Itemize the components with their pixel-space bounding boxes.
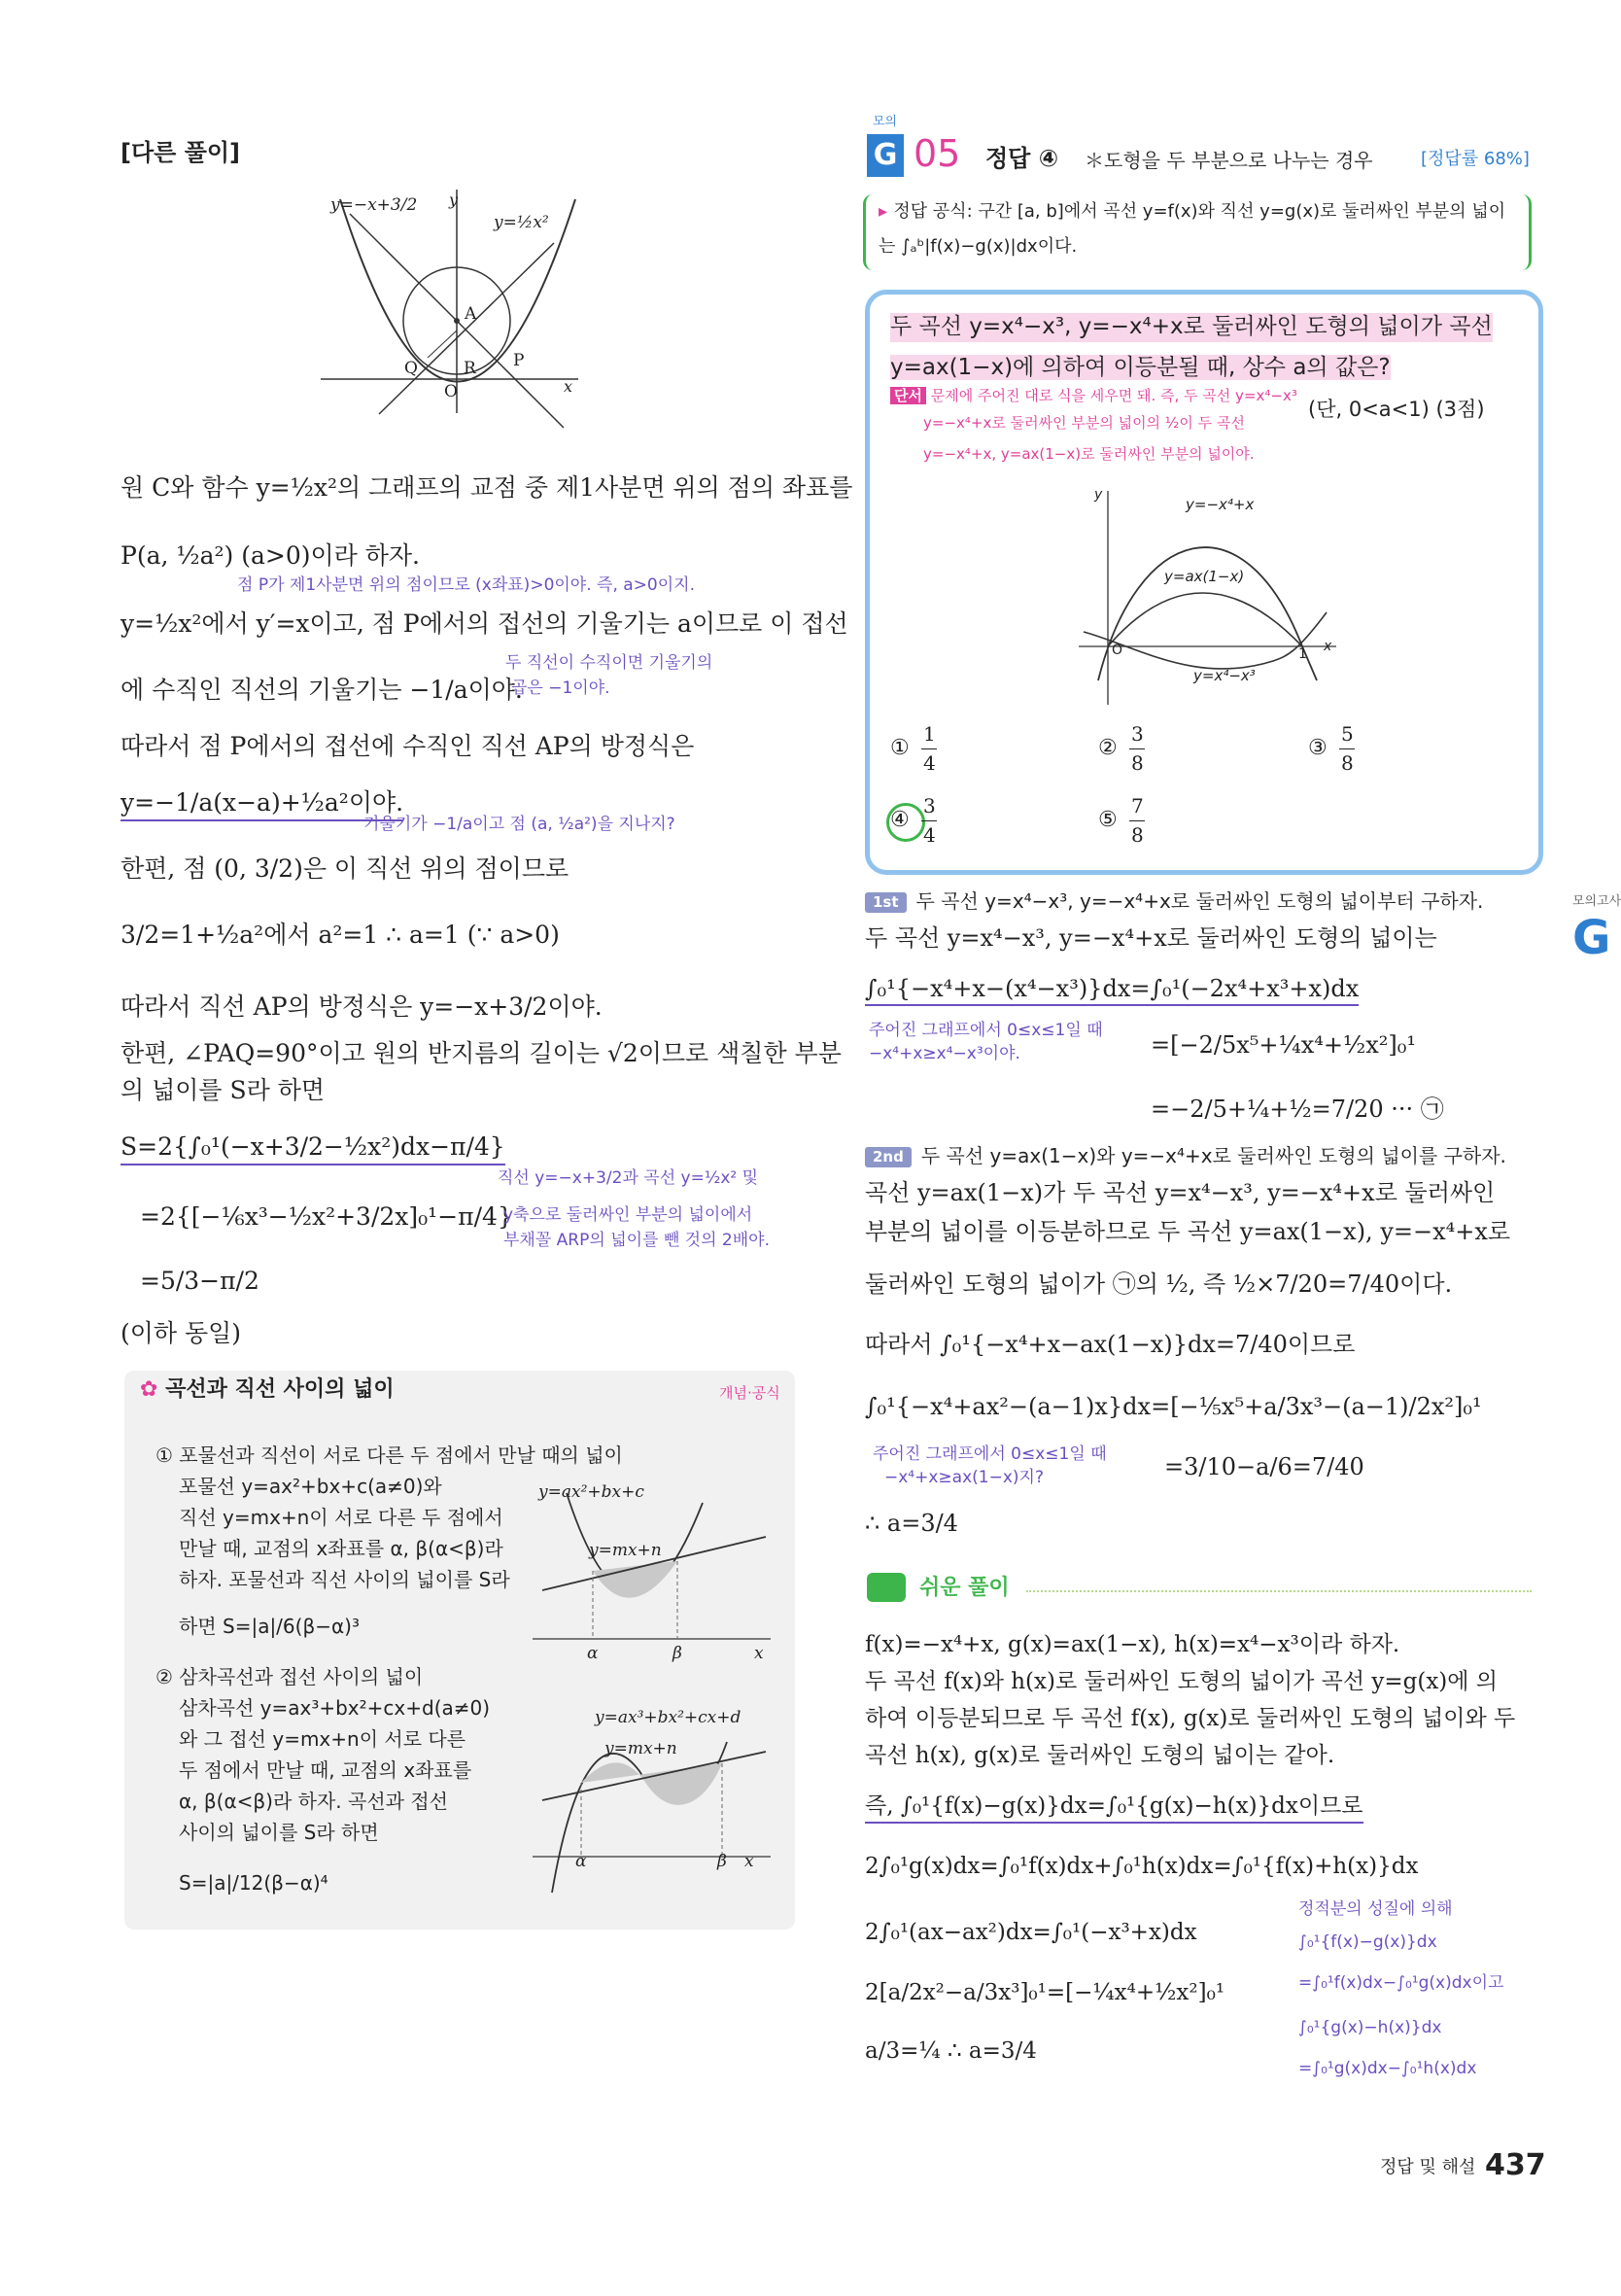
alt-line-4: 에 수직인 직선의 기울기는 −1/a이야. [121, 676, 523, 704]
concept-item2-0: ② 삼차곡선과 접선 사이의 넓이 [155, 1665, 424, 1688]
g-badge: G [867, 134, 904, 177]
qg-origin: O [1112, 643, 1123, 658]
topic-label: ＊도형을 두 부분으로 나누는 경우 [1085, 149, 1373, 172]
problem-number: 05 [914, 132, 961, 175]
easy-line-5: 즉, ∫₀¹{f(x)−g(x)}dx=∫₀¹{g(x)−h(x)}dx이므로 [865, 1792, 1363, 1824]
qg-curve3: y=x⁴−x³ [1193, 667, 1256, 684]
answer-label: 정답 ④ [985, 145, 1059, 172]
alt-line-12: S=2{∫₀¹(−x+3/2−½x²)dx−π/4} [121, 1131, 505, 1165]
concept-title: ✿ 곡선과 직선 사이의 넓이 [140, 1377, 395, 1402]
alt-line-10: 한편, ∠PAQ=90°이고 원의 반지름의 길이는 √2이므로 색칠한 부분 [121, 1039, 842, 1067]
s2-note-a: 주어진 그래프에서 0≤x≤1일 때 [873, 1444, 1107, 1464]
s1-line-3: =[−2/5x⁵+¼x⁴+½x²]₀¹ [1151, 1031, 1417, 1059]
question-line-1: 두 곡선 y=x⁴−x³, y=−x⁴+x로 둘러싸인 도형의 넓이가 곡선 [890, 313, 1493, 342]
s2-line-4: 따라서 ∫₀¹{−x⁴+x−ax(1−x)}dx=7/40이므로 [865, 1331, 1356, 1358]
s1-note-a: 주어진 그래프에서 0≤x≤1일 때 [869, 1021, 1103, 1040]
question-condition: (단, 0<a<1) (3점) [1308, 398, 1485, 421]
concept-item2-4: α, β(α<β)라 하자. 곡선과 접선 [179, 1790, 448, 1813]
hint-line-1: 단서 문제에 주어진 대로 식을 세우면 돼. 즉, 두 곡선 y=x⁴−x³ [890, 387, 1297, 406]
alt-line-14: =5/3−π/2 [140, 1267, 259, 1295]
rate-label: [정답률 68%] [1421, 149, 1530, 169]
alt-line-11: 의 넓이를 S라 하면 [121, 1076, 326, 1104]
g2-curve-label: y=ax³+bx²+cx+d [595, 1708, 742, 1727]
graph-label-parabola: y=½x² [494, 213, 549, 232]
easy-note-3: ∫₀¹{g(x)−h(x)}dx [1298, 2018, 1442, 2037]
concept-item2-5: 사이의 넓이를 S라 하면 [179, 1821, 379, 1844]
qg-curve2: y=ax(1−x) [1164, 568, 1245, 585]
choice-3[interactable]: ③ 5 8 [1308, 722, 1354, 775]
graph-label-Q: Q [404, 359, 418, 378]
easy-line-2: 두 곡선 f(x)와 h(x)로 둘러싸인 도형의 넓이가 곡선 y=g(x)에 의 [865, 1669, 1499, 1694]
hint-line-2: y=−x⁴+x로 둘러싸인 부분의 넓이의 ½이 두 곡선 [923, 414, 1245, 432]
g1-alpha: α [587, 1644, 599, 1663]
alt-line-9: 따라서 직선 AP의 방정식은 y=−x+3/2이야. [121, 992, 603, 1021]
s2-line-5: ∫₀¹{−x⁴+ax²−(a−1)x}dx=[−⅕x⁵+a/3x³−(a−1)/2x²]₀¹ [865, 1393, 1482, 1420]
graph-label-O: O [444, 382, 458, 401]
side-tab-label: 모의고사 [1572, 894, 1621, 909]
concept-item1-0: ① 포물선과 직선이 서로 다른 두 점에서 만날 때의 넓이 [155, 1444, 623, 1467]
formula-line-1: ▸ 정답 공식: 구간 [a, b]에서 곡선 y=f(x)와 직선 y=g(x)로 둘러싸인 부분의 넓이 [879, 201, 1506, 222]
alt-line-15: (이하 동일) [121, 1319, 242, 1347]
graph-label-line: y=−x+3/2 [330, 195, 418, 215]
graph-label-x: x [564, 377, 573, 396]
easy-line-4: 곡선 h(x), g(x)로 둘러싸인 도형의 넓이는 같아. [865, 1743, 1335, 1768]
concept-item2-2: 와 그 접선 y=mx+n이 서로 다른 [179, 1727, 466, 1751]
graph-label-P: P [513, 351, 525, 370]
note-area-a: 직선 y=−x+3/2과 곡선 y=½x² 및 [498, 1168, 759, 1188]
g2-line-label: y=mx+n [604, 1739, 677, 1758]
alt-line-3: y=½x²에서 y′=x이고, 점 P에서의 접선의 기울기는 a이므로 이 접선 [121, 609, 848, 638]
qg-x: x [1324, 639, 1332, 654]
question-line-2: y=ax(1−x)에 의하여 이등분될 때, 상수 a의 값은? [890, 355, 1391, 380]
qg-one: 1 [1298, 646, 1307, 662]
easy-line-8: 2[a/2x²−a/3x³]₀¹=[−¼x⁴+½x²]₀¹ [865, 1980, 1225, 2005]
moi-label: 모의 [873, 115, 898, 129]
choice-1[interactable]: ① 1 4 [890, 722, 936, 775]
concept-item2-3: 두 점에서 만날 때, 교점의 x좌표를 [179, 1758, 472, 1782]
easy-divider [1026, 1590, 1532, 1592]
s2-note-b: −x⁴+x≥ax(1−x)지? [884, 1468, 1044, 1487]
easy-note-4: =∫₀¹g(x)dx−∫₀¹h(x)dx [1298, 2059, 1477, 2078]
s2-line-3: 둘러싸인 도형의 넓이가 ㉠의 ½, 즉 ½×7/20=7/40이다. [865, 1270, 1453, 1298]
page-number: 437 [1485, 2148, 1546, 2182]
g2-beta: β [717, 1852, 727, 1871]
s1-line-2: ∫₀¹{−x⁴+x−(x⁴−x³)}dx=∫₀¹(−2x⁴+x³+x)dx [865, 974, 1359, 1006]
note-area-b: y축으로 둘러싸인 부분의 넓이에서 [503, 1205, 753, 1225]
alt-line-5: 따라서 점 P에서의 접선에 수직인 직선 AP의 방정식은 [121, 732, 695, 760]
side-tab-letter: G [1572, 911, 1611, 965]
s1-line-1: 두 곡선 y=x⁴−x³, y=−x⁴+x로 둘러싸인 도형의 넓이는 [865, 924, 1437, 952]
alt-line-1: 원 C와 함수 y=½x²의 그래프의 교점 중 제1사분면 위의 점의 좌표를 [121, 473, 853, 502]
concept-item2-1: 삼차곡선 y=ax³+bx²+cx+d(a≠0) [179, 1696, 491, 1720]
concept-item1-4: 하자. 포물선과 직선 사이의 넓이를 S라 [179, 1568, 510, 1591]
graph-label-R: R [464, 359, 476, 378]
s2-line-2: 부분의 넓이를 이등분하므로 두 곡선 y=ax(1−x), y=−x⁴+x로 [865, 1218, 1511, 1245]
s1-note-b: −x⁴+x≥x⁴−x³이야. [869, 1044, 1020, 1063]
s2-line-1: 곡선 y=ax(1−x)가 두 곡선 y=x⁴−x³, y=−x⁴+x로 둘러싸인 [865, 1179, 1496, 1206]
note-perpendicular-a: 두 직선이 수직이면 기울기의 [505, 653, 713, 673]
qg-curve1: y=−x⁴+x [1186, 496, 1255, 513]
alt-line-7: 한편, 점 (0, 3/2)은 이 직선 위의 점이므로 [121, 854, 569, 883]
step1-title: 1st 두 곡선 y=x⁴−x³, y=−x⁴+x로 둘러싸인 도형의 넓이부터 구하자. [865, 888, 1483, 914]
note-quadrant: 점 P가 제1사분면 위의 점이므로 (x좌표)>0이야. 즉, a>0이지. [237, 575, 695, 595]
parabola-line-graph [533, 1483, 776, 1658]
concept-item1-5: 하면 S=|a|/6(β−α)³ [179, 1615, 360, 1638]
step2-title: 2nd 두 곡선 y=ax(1−x)와 y=−x⁴+x로 둘러싸인 도형의 넓이를 구하자. [865, 1143, 1506, 1168]
alt-line-8: 3/2=1+½a²에서 a²=1 ∴ a=1 (∵ a>0) [121, 921, 560, 949]
side-tab[interactable] [1572, 894, 1621, 965]
alt-line-2: P(a, ½a²) (a>0)이라 하자. [121, 541, 420, 570]
alt-line-13: =2{[−⅙x³−½x²+3/2x]₀¹−π/4} [140, 1202, 513, 1231]
easy-icon [867, 1573, 906, 1602]
g1-beta: β [673, 1644, 682, 1663]
s1-line-4: =−2/5+¼+½=7/20 ··· ㉠ [1151, 1096, 1444, 1123]
concept-item2-6: S=|a|/12(β−α)⁴ [179, 1871, 328, 1895]
g1-x: x [754, 1644, 764, 1663]
easy-title: 쉬운 풀이 [919, 1576, 1010, 1600]
s2-line-6: =3/10−a/6=7/40 [1164, 1453, 1364, 1480]
footer-label: 정답 및 해설 [1380, 2157, 1476, 2177]
choice-4[interactable]: ④ 3 4 [890, 797, 978, 855]
g1-curve-label: y=ax²+bx+c [538, 1482, 644, 1502]
g1-line-label: y=mx+n [589, 1541, 662, 1560]
choice-2[interactable]: ② 3 8 [1098, 722, 1144, 775]
g2-x: x [744, 1852, 754, 1871]
s2-line-7: ∴ a=3/4 [865, 1510, 958, 1537]
concept-tag: 개념·공식 [719, 1384, 780, 1402]
choice-5[interactable]: ⑤ 7 8 [1098, 794, 1144, 847]
formula-line-2: 는 ∫ₐᵇ|f(x)−g(x)|dx이다. [879, 236, 1078, 257]
easy-line-1: f(x)=−x⁴+x, g(x)=ax(1−x), h(x)=x⁴−x³이라 하자. [865, 1632, 1400, 1657]
concept-item1-1: 포물선 y=ax²+bx+c(a≠0)와 [179, 1475, 442, 1498]
easy-line-6: 2∫₀¹g(x)dx=∫₀¹f(x)dx+∫₀¹h(x)dx=∫₀¹{f(x)+h(x)}dx [865, 1854, 1419, 1879]
easy-note-2: =∫₀¹f(x)dx−∫₀¹g(x)dx이고 [1298, 1973, 1504, 1993]
qg-y: y [1094, 487, 1103, 503]
graph-label-y: y [449, 191, 459, 209]
alt-solution-heading: [다른 풀이] [121, 139, 241, 166]
hint-line-3: y=−x⁴+x, y=ax(1−x)로 둘러싸인 부분의 넓이야. [923, 445, 1255, 463]
g2-alpha: α [575, 1852, 587, 1871]
note-perpendicular-b: 곱은 −1이야. [511, 678, 610, 698]
easy-line-9: a/3=¼ ∴ a=3/4 [865, 2038, 1037, 2064]
concept-item1-2: 직선 y=mx+n이 서로 다른 두 점에서 [179, 1506, 503, 1529]
note-slope-point: 기울기가 −1/a이고 점 (a, ½a²)을 지나지? [363, 815, 675, 834]
note-area-c: 부채꼴 ARP의 넓이를 뺀 것의 2배야. [503, 1231, 770, 1250]
easy-line-3: 하여 이등분되므로 두 곡선 f(x), g(x)로 둘러싸인 도형의 넓이와 두 [865, 1706, 1516, 1731]
alt-line-6: y=−1/a(x−a)+½a²이야. [121, 787, 403, 821]
easy-note-title: 정적분의 성질에 의해 [1298, 1899, 1453, 1919]
graph-label-A: A [465, 304, 477, 324]
concept-item1-3: 만날 때, 교점의 x좌표를 α, β(α<β)라 [179, 1537, 503, 1560]
easy-line-7: 2∫₀¹(ax−ax²)dx=∫₀¹(−x³+x)dx [865, 1920, 1197, 1945]
easy-note-1: ∫₀¹{f(x)−g(x)}dx [1298, 1932, 1437, 1952]
